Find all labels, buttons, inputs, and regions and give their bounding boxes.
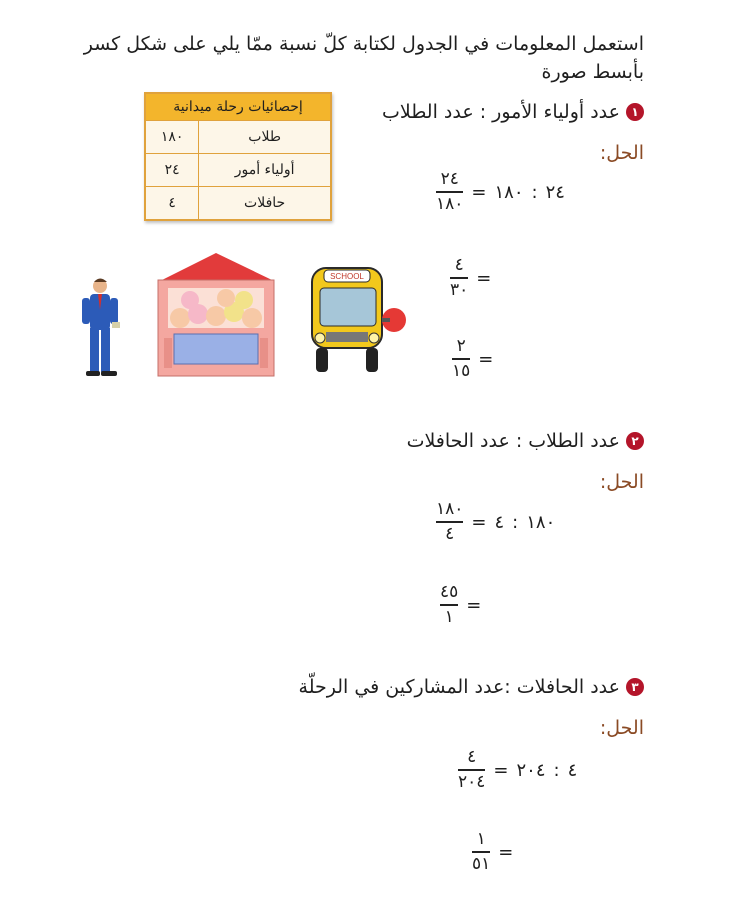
equals-sign: = — [476, 267, 492, 289]
fraction-step — [472, 830, 513, 874]
fraction — [472, 830, 490, 874]
question-text: عدد أولياء الأمور : عدد الطلاب — [381, 101, 620, 123]
school-bus-illustration — [302, 262, 408, 380]
table-cell-value: ١٨٠ — [146, 121, 199, 154]
fraction-step — [440, 583, 481, 627]
fraction — [458, 748, 485, 792]
table-cell-value: ٢٤ — [146, 154, 199, 187]
ratio-right: ٤ — [494, 511, 505, 533]
ratio-left: ٤ — [567, 759, 578, 781]
fraction-numerator: ٤ — [467, 747, 477, 767]
fraction-numerator: ١٨٠ — [436, 499, 464, 519]
trip-stats-table — [144, 92, 332, 221]
fraction — [450, 256, 468, 300]
fraction — [452, 337, 470, 381]
solution-label: الحل: — [599, 717, 644, 739]
school-building-illustration — [154, 250, 278, 382]
fraction-step — [450, 256, 491, 300]
table-cell-label: أولياء أمور — [199, 154, 330, 187]
question-text: عدد الحافلات :عدد المشاركين في الرحلّة — [298, 676, 620, 698]
parent-man-illustration — [78, 276, 126, 380]
ratio-equation — [436, 170, 565, 214]
question-text: عدد الطلاب : عدد الحافلات — [406, 430, 620, 452]
ratio-colon: : — [512, 511, 519, 533]
fraction-denominator: ٥١ — [472, 854, 491, 874]
fraction-denominator: ٤ — [445, 524, 455, 544]
ratio-right: ١٨٠ — [494, 181, 524, 203]
equals-sign: = — [493, 759, 509, 781]
fraction-numerator: ٢٤ — [440, 169, 459, 189]
fraction — [436, 500, 463, 544]
equals-sign: = — [466, 594, 482, 616]
fraction-denominator: ١ — [444, 607, 454, 627]
question-number-badge: ١ — [626, 103, 644, 121]
fraction-numerator: ٤ — [454, 255, 464, 275]
question-number-badge: ٢ — [626, 432, 644, 450]
question-3 — [299, 676, 644, 698]
equals-sign: = — [471, 181, 487, 203]
table-row — [146, 121, 330, 154]
ratio-colon: : — [553, 759, 560, 781]
equals-sign: = — [478, 348, 494, 370]
solution-label: الحل: — [599, 471, 644, 493]
table-cell-value: ٤ — [146, 187, 199, 220]
fraction-step — [452, 337, 493, 381]
question-2 — [407, 430, 644, 452]
table-row — [146, 154, 330, 187]
ratio-equation — [458, 748, 577, 792]
ratio-equation — [436, 500, 555, 544]
fraction — [440, 583, 458, 627]
table-title: إحصائيات رحلة ميدانية — [146, 94, 330, 120]
question-1 — [382, 101, 644, 123]
bus-sign-text: SCHOOL — [330, 272, 364, 281]
instruction-text: استعمل المعلومات في الجدول لكتابة كلّ نسبة ممّا يلي على شكل كسر بأبسط صورة — [83, 33, 644, 83]
fraction-denominator: ٢٠٤ — [458, 772, 486, 792]
fraction-numerator: ١ — [476, 829, 486, 849]
ratio-colon: : — [531, 181, 538, 203]
ratio-left: ١٨٠ — [526, 511, 556, 533]
fraction-numerator: ٤٥ — [440, 582, 459, 602]
question-number-badge: ٣ — [626, 678, 644, 696]
equals-sign: = — [471, 511, 487, 533]
ratio-right: ٢٠٤ — [516, 759, 546, 781]
equals-sign: = — [498, 841, 514, 863]
fraction-denominator: ٣٠ — [450, 280, 469, 300]
solution-label: الحل: — [599, 142, 644, 164]
fraction-numerator: ٢ — [456, 336, 466, 356]
table-cell-label: طلاب — [199, 121, 330, 154]
ratio-left: ٢٤ — [545, 181, 565, 203]
table-cell-label: حافلات — [199, 187, 330, 220]
fraction-denominator: ١٨٠ — [436, 194, 464, 214]
fraction-denominator: ١٥ — [452, 361, 471, 381]
table-row — [146, 187, 330, 220]
fraction — [436, 170, 463, 214]
